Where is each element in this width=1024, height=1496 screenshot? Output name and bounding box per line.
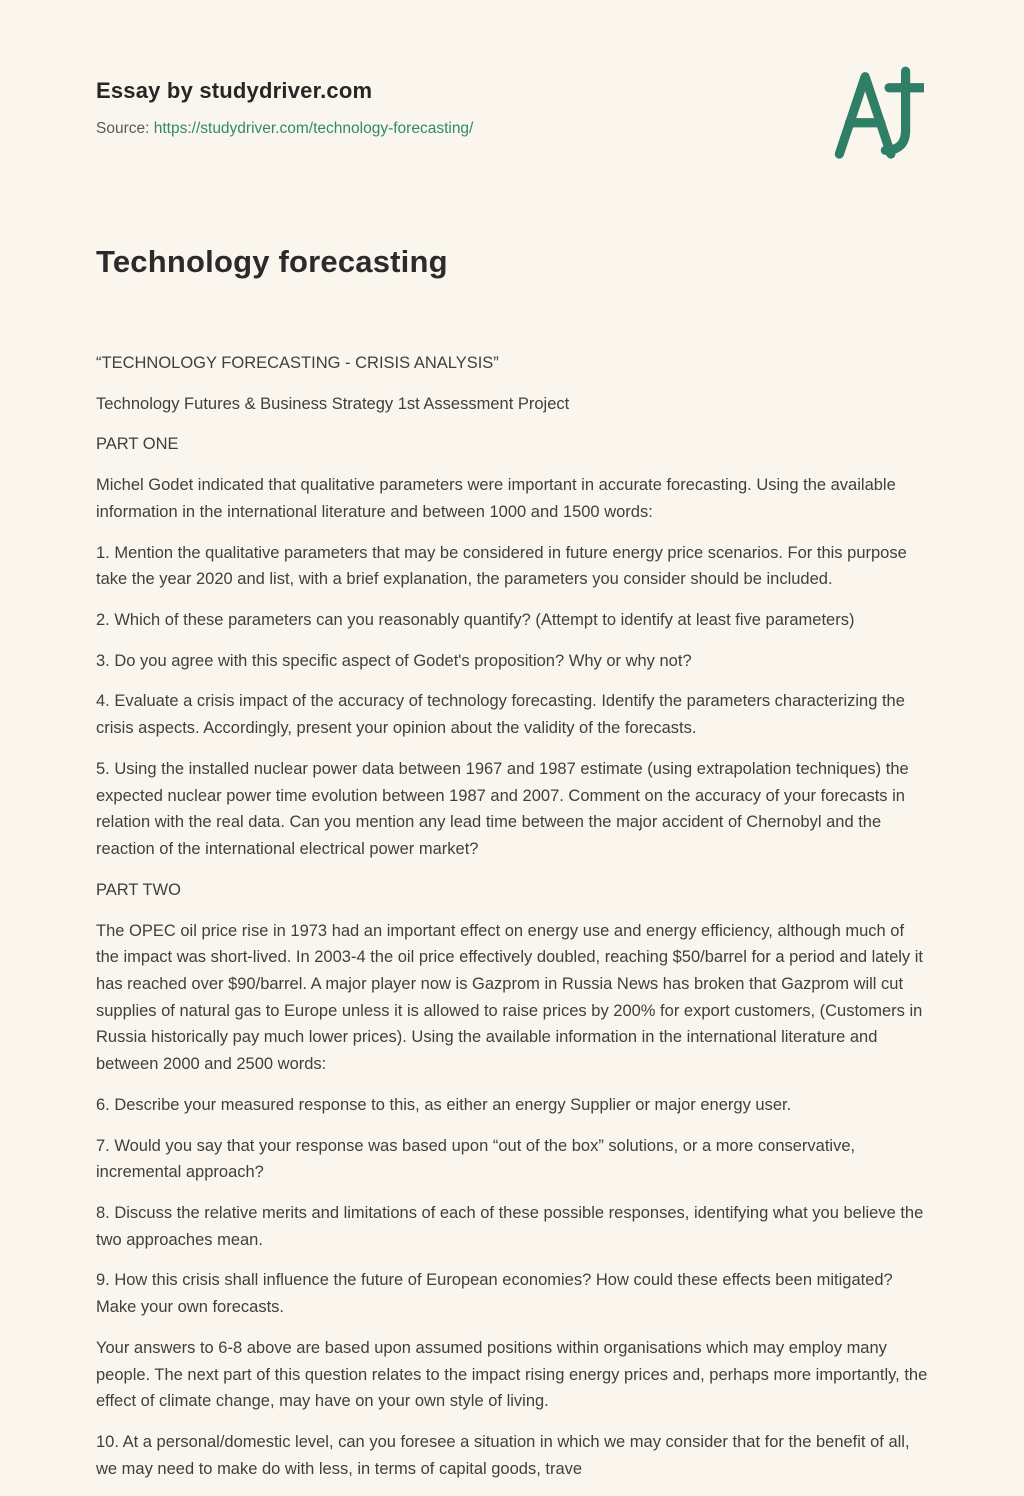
paragraph-question-7: 7. Would you say that your response was based upon “out of the box” solutions, or a more conservative, incremental approach? [96,1136,856,1182]
paragraph-question-1: 1. Mention the qualitative parameters that may be considered in future energy price scenarios. For this purpose take the year 2020 and list, with a brief explanation, the parameters you consider should be included. [96,543,907,589]
paragraph: Michel Godet indicated that qualitative parameters were important in accurate forecasting. Using the available information in the international literature and between 1000 and 1500 words: [96,476,896,521]
paragraph-subtitle: Technology Futures & Business Strategy 1st Assessment Project [96,394,570,413]
page-title: Technology forecasting [96,244,448,279]
paragraph-question-3: 3. Do you agree with this specific aspect of Godet's proposition? Why or why not? [96,651,692,670]
document-header [96,78,928,138]
paragraph-question-2: 2. Which of these parameters can you reasonably quantify? (Attempt to identify at least five parameters) [96,611,855,630]
source-label: Source: [96,120,150,137]
paragraph: The OPEC oil price rise in 1973 had an important effect on energy use and energy efficiency, although much of the impact was short-lived. In 2003-4 the oil price effectively doubled, reaching $50/barrel for a period and lately it has reached over $90/barrel. A major player now is Gazprom in Russia News has broken that Gazprom will cut supplies of natural gas to Europe unless it is allowed to raise prices by 200% for export customers, (Customers in Russia historically pay much lower prices). Using the available information in the international literature and between 2000 and 2500 words: [96,921,923,1074]
section-part-two: PART TWO [96,880,181,899]
section-part-one: PART ONE [96,435,179,454]
paragraph-question-4: 4. Evaluate a crisis impact of the accuracy of technology forecasting. Identify the parameters characterizing the crisis aspects. Accordingly, present your opinion about the validity of the forecasts. [96,692,905,738]
source-line [96,120,928,138]
paragraph-question-5: 5. Using the installed nuclear power data between 1967 and 1987 estimate (using extrapolation techniques) the expected nuclear power time evolution between 1987 and 2007. Comment on the accuracy of your forecasts in relation with the real data. Can you mention any lead time between the major accident of Chernobyl and the reaction of the international electrical power market? [96,759,909,859]
paragraph-question-8: 8. Discuss the relative merits and limitations of each of these possible responses, identifying what you believe the two approaches mean. [96,1203,924,1249]
paragraph-question-9: 9. How this crisis shall influence the future of European economies? How could these effects been mitigated? Make your own forecasts. [96,1271,893,1317]
paragraph-question-6: 6. Describe your measured response to this, as either an energy Supplier or major energy user. [96,1095,792,1114]
paragraph-question-10: 10. At a personal/domestic level, can you foresee a situation in which we may consider that for the benefit of all, we may need to make do with less, in terms of capital goods, trave [96,1433,910,1478]
paragraph-quote-title: “TECHNOLOGY FORECASTING - CRISIS ANALYSIS” [96,354,499,372]
paragraph: Your answers to 6-8 above are based upon assumed positions within organisations which may employ many people. The next part of this question relates to the impact rising energy prices and, perhaps more importantly, the effect of climate change, may have on your own style of living. [96,1338,928,1411]
source-url-link[interactable]: https://studydriver.com/technology-forecasting/ [153,120,474,137]
studydriver-logo-icon [832,64,924,164]
essay-body [96,350,930,1482]
essay-byline: Essay by studydriver.com [96,78,373,103]
